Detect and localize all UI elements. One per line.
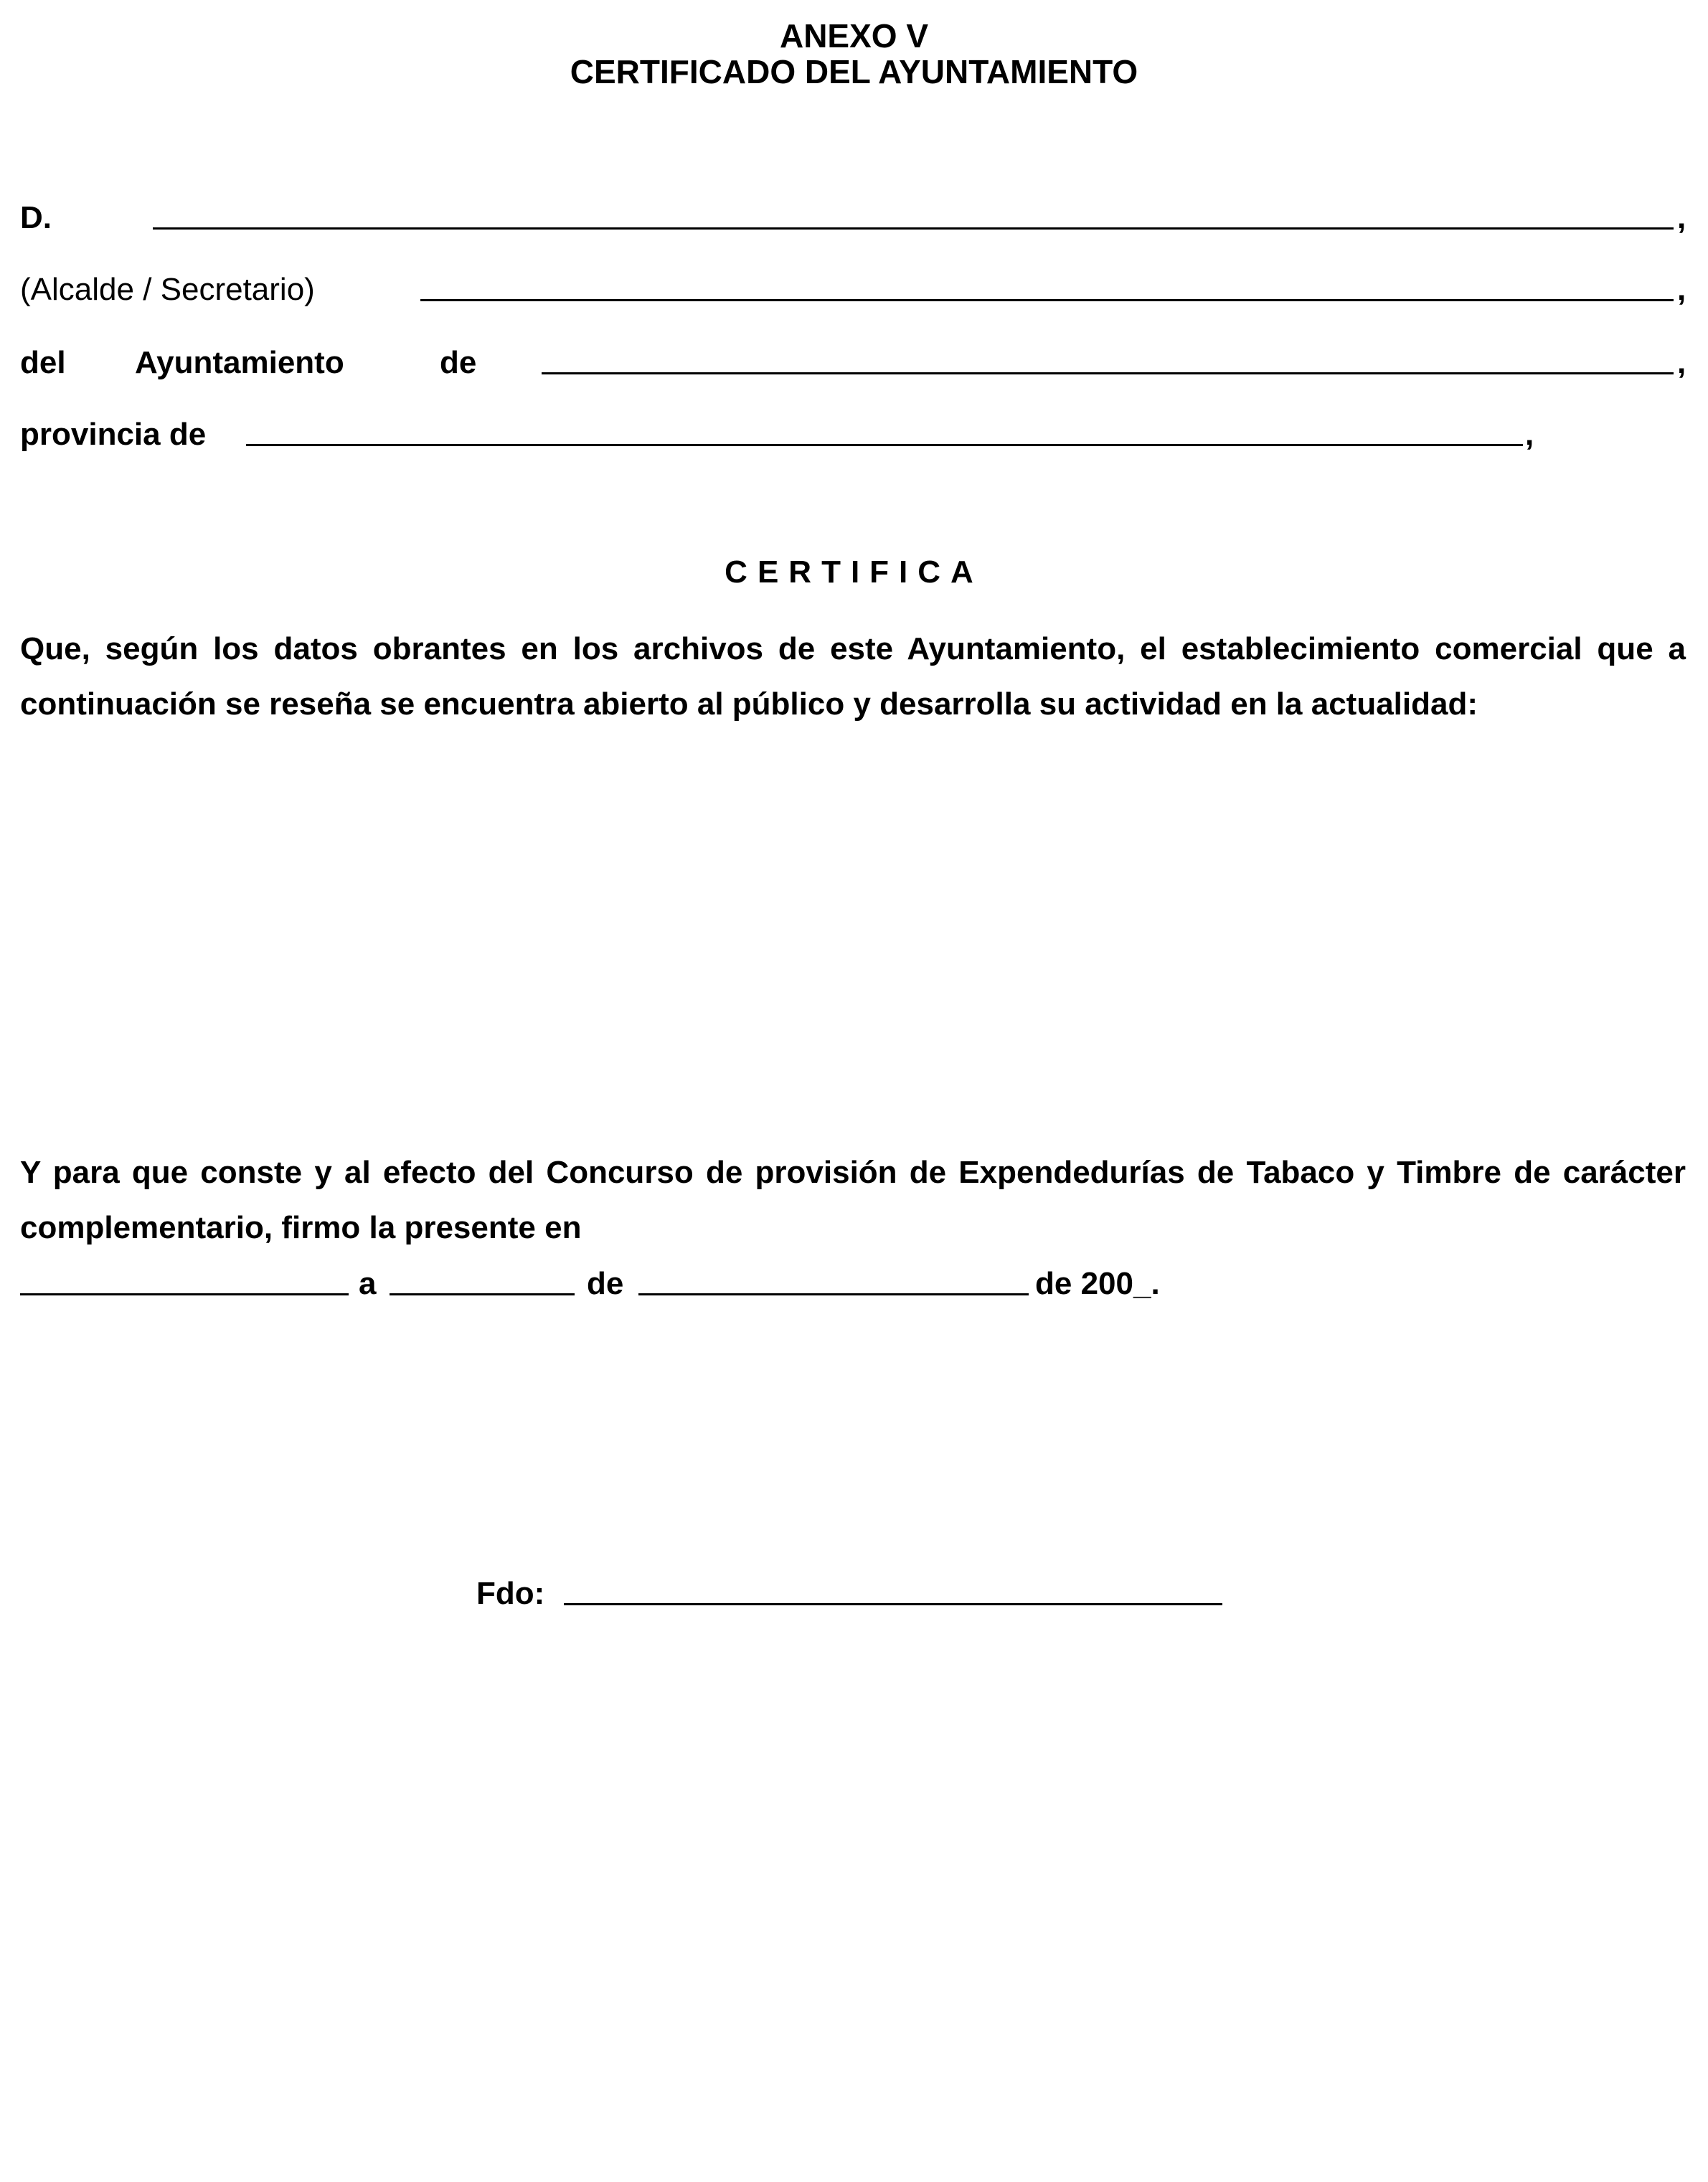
provincia-field-label: provincia de [20,417,207,452]
closing-paragraph: Y para que conste y al efecto del Concurso de provisión de Expendedurías de Tabaco y Timbre de carácter complementario, firmo la presente en [20,1155,1686,1245]
provincia-field-comma: , [1525,417,1534,452]
name-field-label: D. [20,200,52,235]
date-year-label: de 200_. [1035,1266,1160,1301]
signature-line[interactable] [564,1603,1222,1605]
ayuntamiento-label-de: de [440,345,477,380]
name-field-comma: , [1677,200,1686,235]
ayuntamiento-label-word: Ayuntamiento [135,345,344,380]
ayuntamiento-field-line[interactable] [542,372,1674,374]
signature-label: Fdo: [476,1576,545,1611]
ayuntamiento-field-row [20,339,1692,382]
date-a-label: a [359,1266,377,1301]
date-day-line[interactable] [390,1293,575,1295]
provincia-field-row [20,410,1548,453]
name-field-row [20,194,1692,237]
certification-paragraph: Que, según los datos obrantes en los archivos de este Ayuntamiento, el establecimiento comercial que a continuación se reseña se encuentra abierto al público y desarrolla su actividad en la actualidad: [20,631,1686,722]
date-row [20,1260,1240,1303]
signature-row [476,1569,1237,1612]
role-field-row [20,265,1692,308]
role-field-label: (Alcalde / Secretario) [20,272,315,307]
annex-title: ANEXO V [779,17,929,55]
certifica-heading: CERTIFICA [725,554,983,590]
name-field-line[interactable] [153,227,1674,230]
role-field-comma: , [1677,272,1686,307]
date-de-label: de [587,1266,624,1301]
ayuntamiento-field-comma: , [1677,345,1686,380]
ayuntamiento-label-del: del [20,345,66,380]
provincia-field-line[interactable] [246,444,1523,446]
date-place-line[interactable] [20,1293,349,1295]
certificate-title: CERTIFICADO DEL AYUNTAMIENTO [570,53,1138,90]
date-month-line[interactable] [638,1293,1029,1295]
role-field-line[interactable] [420,299,1674,301]
